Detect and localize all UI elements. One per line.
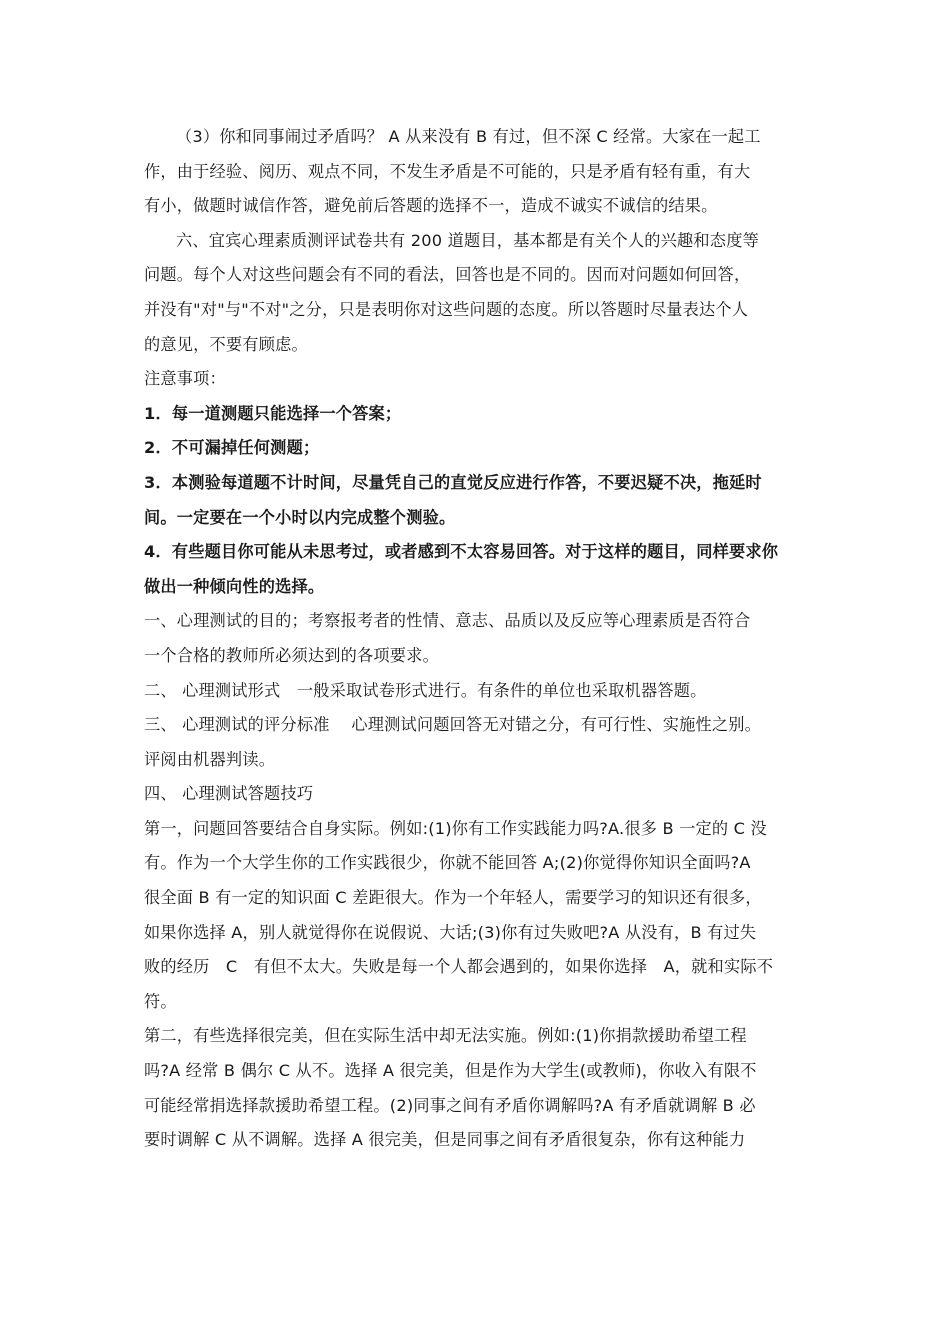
note-item: 间。一定要在一个小时以内完成整个测验。 (144, 507, 456, 527)
note-item: 4．有些题目你可能从未思考过，或者感到不太容易回答。对于这样的题目，同样要求你 (144, 542, 779, 562)
tip-first: 很全面 B 有一定的知识面 C 差距很大。作为一个年轻人，需要学习的知识还有很多， (144, 888, 762, 908)
tip-second: 吗?A 经常 B 偶尔 C 从不。选择 A 很完美，但是作为大学生(或教师)，你收入有限不 (144, 1061, 757, 1081)
section-tips-heading: 四、 心理测试答题技巧 (144, 784, 314, 804)
note-item: 2．不可漏掉任何测题； (144, 438, 320, 458)
section-form: 二、 心理测试形式 一般采取试卷形式进行。有条件的单位也采取机器答题。 (144, 680, 707, 700)
tip-second: 第二，有些选择很完美，但在实际生活中却无法实施。例如:(1)你捐款援助希望工程 (144, 1026, 747, 1046)
section-scoring: 评阅由机器判读。 (144, 749, 276, 769)
tip-first: 败的经历 C 有但不太大。失败是每一个人都会遇到的，如果你选择 A，就和实际不 (144, 957, 774, 977)
tip-first: 如果你选择 A，别人就觉得你在说假说、大话;(3)你有过失败吧?A 从没有，B 有过失 (144, 922, 757, 942)
note-item: 1．每一道测题只能选择一个答案； (144, 403, 402, 423)
text-line: 有小，做题时诚信作答，避免前后答题的选择不一，造成不诚实不诚信的结果。 (144, 196, 718, 216)
section-purpose: 一个合格的教师所必须达到的各项要求。 (144, 645, 439, 665)
section-scoring: 三、 心理测试的评分标准 心理测试问题回答无对错之分，有可行性、实施性之别。 (144, 715, 762, 735)
text-line: 作，由于经验、阅历、观点不同，不发生矛盾是不可能的，只是矛盾有轻有重，有大 (144, 161, 751, 181)
note-item: 3．本测验每道题不计时间，尽量凭自己的直觉反应进行作答，不要迟疑不决，拖延时 (144, 472, 762, 492)
tip-first: 符。 (144, 991, 177, 1011)
text-line: 六、宜宾心理素质测评试卷共有 200 道题目，基本都是有关个人的兴趣和态度等 (176, 230, 759, 250)
note-item: 做出一种倾向性的选择。 (144, 576, 325, 596)
text-line: 问题。每个人对这些问题会有不同的看法，回答也是不同的。因而对问题如何回答， (144, 265, 751, 285)
section-purpose: 一、心理测试的目的；考察报考者的性情、意志、品质以及反应等心理素质是否符合 (144, 611, 751, 631)
text-line: 的意见，不要有顾虑。 (144, 334, 308, 354)
text-line: 并没有"对"与"不对"之分，只是表明你对这些问题的态度。所以答题时尽量表达个人 (144, 299, 749, 319)
tip-second: 可能经常捐选择款援助希望工程。(2)同事之间有矛盾你调解吗?A 有矛盾就调解 B 必 (144, 1095, 756, 1115)
tip-first: 第一，问题回答要结合自身实际。例如:(1)你有工作实践能力吗?A.很多 B 一定的 C 没 (144, 818, 767, 838)
text-line: （3）你和同事闹过矛盾吗？ A 从来没有 B 有过，但不深 C 经常。大家在一起工 (176, 127, 761, 146)
document-body (144, 120, 810, 1158)
tip-second: 要时调解 C 从不调解。选择 A 很完美，但是同事之间有矛盾很复杂，你有这种能力 (144, 1130, 746, 1150)
tip-first: 有。作为一个大学生你的工作实践很少，你就不能回答 A;(2)你觉得你知识全面吗?A (144, 853, 751, 873)
notes-heading: 注意事项： (144, 369, 226, 389)
